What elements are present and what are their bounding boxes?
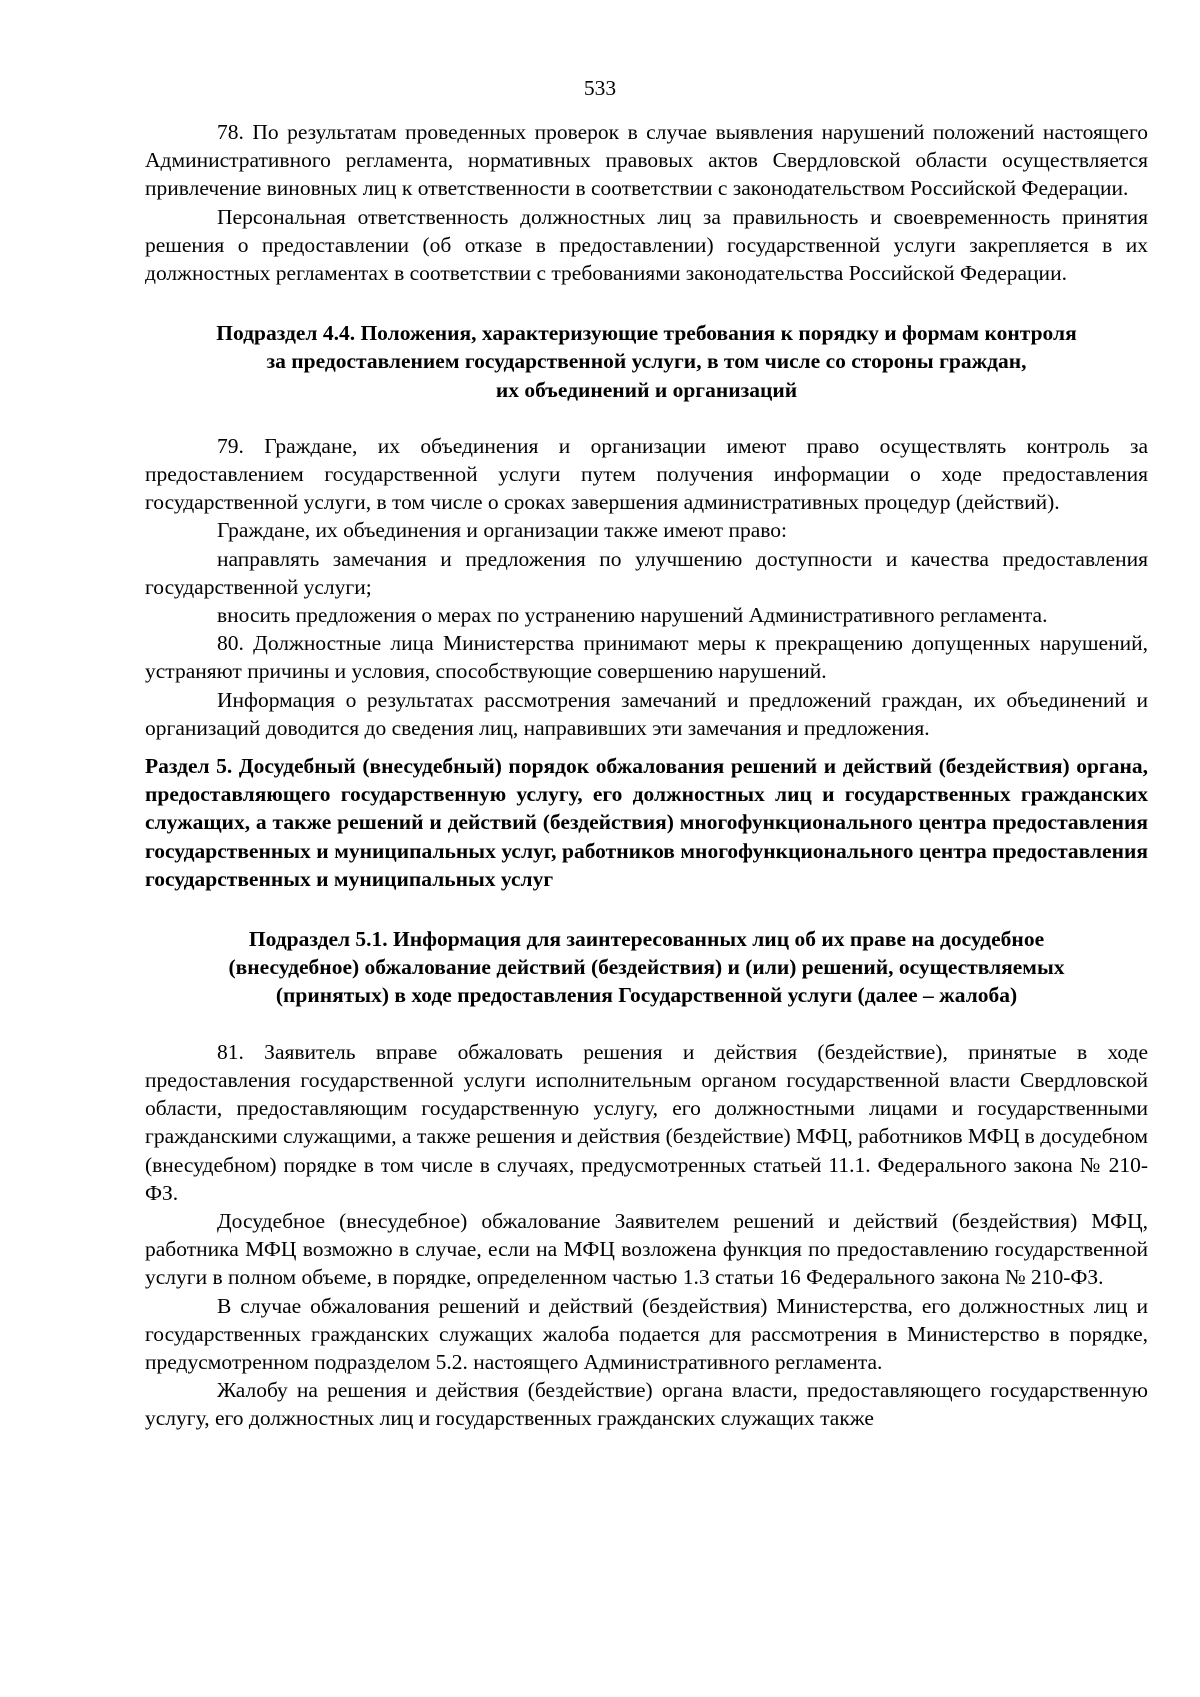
heading-line: Подраздел 5.1. Информация для заинтересованных лиц об их праве на досудебное bbox=[248, 927, 1045, 952]
paragraph-p79b: Граждане, их объединения и организации также имеют право: bbox=[217, 518, 787, 543]
paragraph-p80b: Информация о результатах рассмотрения замечаний и предложений граждан, их объединений и организаций доводится до сведения лиц, направивших эти замечания и предложения. bbox=[145, 687, 1148, 740]
paragraph-p81: 81. Заявитель вправе обжаловать решения и действия (бездействие), принятые в ходе предоставления государственной услуги исполнительным органом государственной власти Свердловской области, предоставляющим государственную услугу, его должностными лицами и государственными гражданскими служащими, а также решения и действия (бездействие) МФЦ, работников МФЦ в досудебном (внесудебном) порядке в том числе в случаях, предусмотренных статьей 11.1. Федерального закона № 210-ФЗ. bbox=[145, 1039, 1148, 1205]
paragraph-p81c: В случае обжалования решений и действий (бездействия) Министерства, его должностных лиц и государственных гражданских служащих жалоба подается для рассмотрения в Министерство в порядке, предусмотренном подразделом 5.2. настоящего Административного регламента. bbox=[145, 1293, 1148, 1374]
paragraph-p79d: вносить предложения о мерах по устранению нарушений Административного регламента. bbox=[217, 603, 1048, 628]
paragraph-p79: 79. Граждане, их объединения и организации имеют право осуществлять контроль за предоставлением государственной услуги путем получения информации о ходе предоставления государственной услуги, в том числе о сроках завершения административных процедур (действий). bbox=[145, 433, 1148, 515]
heading-line: за предоставлением государственной услуги, в том числе со стороны граждан, bbox=[266, 349, 1027, 374]
paragraph-p78: 78. По результатам проведенных проверок в случае выявления нарушений положений настоящего Административного регламента, нормативных правовых актов Свердловской области осуществляется привлечение виновных лиц к ответственности в соответствии с законодательством Российской Федерации. bbox=[145, 120, 1148, 201]
heading-line: Подраздел 4.4. Положения, характеризующие требования к порядку и формам контроля bbox=[216, 321, 1077, 346]
heading-line: (внесудебное) обжалование действий (бездействия) и (или) решений, осуществляемых bbox=[228, 955, 1065, 980]
paragraph-p81d: Жалобу на решения и действия (бездействие) органа власти, предоставляющего государственную услугу, его должностных лиц и государственных гражданских служащих также bbox=[145, 1378, 1148, 1431]
document-body bbox=[145, 118, 1148, 1433]
section-heading-s5: Раздел 5. Досудебный (внесудебный) порядок обжалования решений и действий (бездействия) органа, предоставляющего государственную услугу, его должностных лиц и государственных гражданских служащих, а также решений и действий (бездействия) многофункционального центра предоставления государственных и муниципальных услуг, работников многофункционального центра предоставления государственных и муниципальных услуг bbox=[145, 754, 1148, 891]
paragraph-p78b: Персональная ответственность должностных лиц за правильность и своевременность принятия решения о предоставлении (об отказе в предоставлении) государственной услуги закрепляется в их должностных регламентах в соответствии с требованиями законодательства Российской Федерации. bbox=[145, 204, 1148, 286]
subsection-heading-h51 bbox=[145, 925, 1148, 1010]
paragraph-p81b: Досудебное (внесудебное) обжалование Заявителем решений и действий (бездействия) МФЦ, работника МФЦ возможно в случае, если на МФЦ возложена функция по предоставлению государственной услуги в полном объеме, в порядке, определенном частью 1.3 статьи 16 Федерального закона № 210-ФЗ. bbox=[145, 1208, 1148, 1290]
heading-line: их объединений и организаций bbox=[495, 377, 798, 402]
paragraph-p80: 80. Должностные лица Министерства принимают меры к прекращению допущенных нарушений, устраняют причины и условия, способствующие совершению нарушений. bbox=[145, 631, 1148, 684]
heading-line: (принятых) в ходе предоставления Государственной услуги (далее – жалоба) bbox=[275, 983, 1018, 1008]
subsection-heading-h44 bbox=[145, 319, 1148, 404]
page-number: 533 bbox=[583, 76, 617, 100]
paragraph-p79c: направлять замечания и предложения по улучшению доступности и качества предоставления государственной услуги; bbox=[145, 546, 1148, 599]
